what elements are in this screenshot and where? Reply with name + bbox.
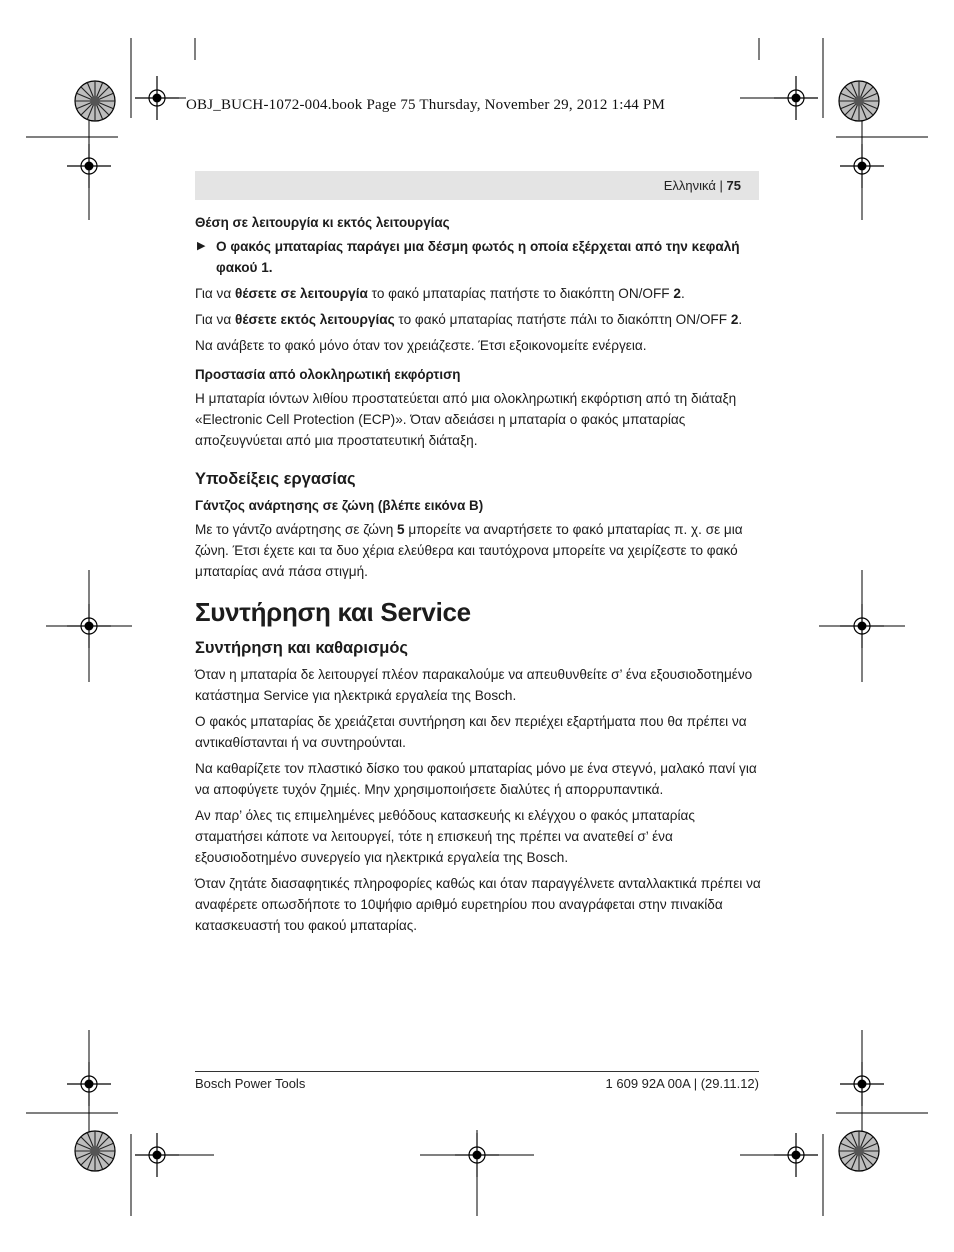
paragraph-ecp: Η μπαταρία ιόντων λιθίου προστατεύεται από μια ολοκληρωτική εκφόρτιση από τη διάταξη «Electronic Cell Protection (ECP)». Όταν αδειάσει η μπαταρία ο φακός μπαταρίας αποζευγνύεται από μια προστατευτική διάταξη. xyxy=(195,391,737,448)
page-body xyxy=(195,212,761,941)
subsection-title-operation: Θέση σε λειτουργία κι εκτός λειτουργίας xyxy=(195,215,450,230)
bullet-text: Ο φακός μπαταρίας παράγει μια δέσμη φωτός η οποία εξέρχεται από την κεφαλή φακού 1. xyxy=(216,239,740,275)
page-language-label xyxy=(664,178,741,193)
language-name: Ελληνικά xyxy=(663,178,716,193)
page-header-band xyxy=(195,171,759,200)
paragraph-energy-saving: Να ανάβετε το φακό μόνο όταν τον χρειάζεστε. Έτσι εξοικονομείτε ενέργεια. xyxy=(195,338,647,353)
section-title-maintenance-cleaning: Συντήρηση και καθαρισμός xyxy=(195,639,409,657)
crosshair-target-icon xyxy=(135,76,179,120)
starburst-registration-icon xyxy=(839,81,879,121)
page-number: 75 xyxy=(726,178,741,193)
header-separator: | xyxy=(715,178,727,193)
chapter-title-maintenance-service: Συντήρηση και Service xyxy=(195,597,471,627)
footer-document-number: 1 609 92A 00A | (29.11.12) xyxy=(605,1076,759,1091)
paragraph-switch-on: Για να θέσετε σε λειτουργία το φακό μπαταρίας πατήστε το διακόπτη ON/OFF 2. xyxy=(195,286,685,301)
section-title-working-advice: Υποδείξεις εργασίας xyxy=(195,470,356,488)
starburst-registration-icon xyxy=(839,1131,879,1171)
footer-rule xyxy=(195,1071,759,1072)
paragraph-part-number: Όταν ζητάτε διασαφητικές πληροφορίες καθώς και όταν παραγγέλνετε ανταλλακτικά πρέπει να αναφέρετε οπωσδήποτε το 10ψήφιο αριθμό ευρετηρίου που αναγράφεται στην πινακίδα κατασκευαστή του φακού μπαταρίας. xyxy=(195,876,761,933)
crosshair-target-icon xyxy=(135,1133,179,1177)
crosshair-target-icon xyxy=(774,1133,818,1177)
subsection-title-belt-clip: Γάντζος ανάρτησης σε ζώνη (βλέπε εικόνα B) xyxy=(195,498,484,513)
paragraph-no-maintenance: Ο φακός μπαταρίας δε χρειάζεται συντήρηση και δεν περιέχει εξαρτήματα που θα πρέπει να αντικαθίστανται ή να συντηρούνται. xyxy=(195,714,747,750)
triangle-right-icon: ▶ xyxy=(197,240,206,252)
paragraph-repair: Αν παρ’ όλες τις επιμελημένες μεθόδους κατασκευής κι ελέγχου ο φακός μπαταρίας σταματήσει κάποτε να λειτουργεί, τότε η επισκευή της πρέπει να ανατεθεί σ’ ένα εξουσιοδοτημένο συνεργείο για ηλεκτρικά εργαλεία της Bosch. xyxy=(195,808,695,865)
paragraph-belt-clip: Με το γάντζο ανάρτησης σε ζώνη 5 μπορείτε να αναρτήσετε το φακό μπαταρίας π. χ. σε μια ζώνη. Έτσι έχετε και τα δυο χέρια ελεύθερα και ταυτόχρονα μπορείτε να χειρίζεστε το φακό μπαταρίας ανά πάσα στιγμή. xyxy=(195,522,743,579)
starburst-registration-icon xyxy=(75,81,115,121)
paragraph-switch-off: Για να θέσετε εκτός λειτουργίας το φακό μπαταρίας πατήστε πάλι το διακόπτη ON/OFF 2. xyxy=(195,312,743,327)
starburst-registration-icon xyxy=(75,1131,115,1171)
paragraph-service-contact: Όταν η μπαταρία δε λειτουργεί πλέον παρακαλούμε να απευθυνθείτε σ’ ένα εξουσιοδοτημένο κατάστημα Service για ηλεκτρικά εργαλεία της Bosch. xyxy=(195,667,753,703)
subsection-title-deep-discharge: Προστασία από ολοκληρωτική εκφόρτιση xyxy=(195,367,461,382)
print-slug-header: OBJ_BUCH-1072-004.book Page 75 Thursday, November 29, 2012 1:44 PM xyxy=(186,97,666,113)
footer-brand: Bosch Power Tools xyxy=(195,1076,306,1091)
safety-bullet xyxy=(195,236,761,278)
paragraph-cleaning: Να καθαρίζετε τον πλαστικό δίσκο του φακού μπαταρίας μόνο με ένα στεγνό, μαλακό πανί για να αποφύγετε τυχόν ζημιές. Μην χρησιμοποιήσετε διαλύτες ή απορρυπαντικά. xyxy=(195,761,757,797)
crosshair-target-icon xyxy=(774,76,818,120)
